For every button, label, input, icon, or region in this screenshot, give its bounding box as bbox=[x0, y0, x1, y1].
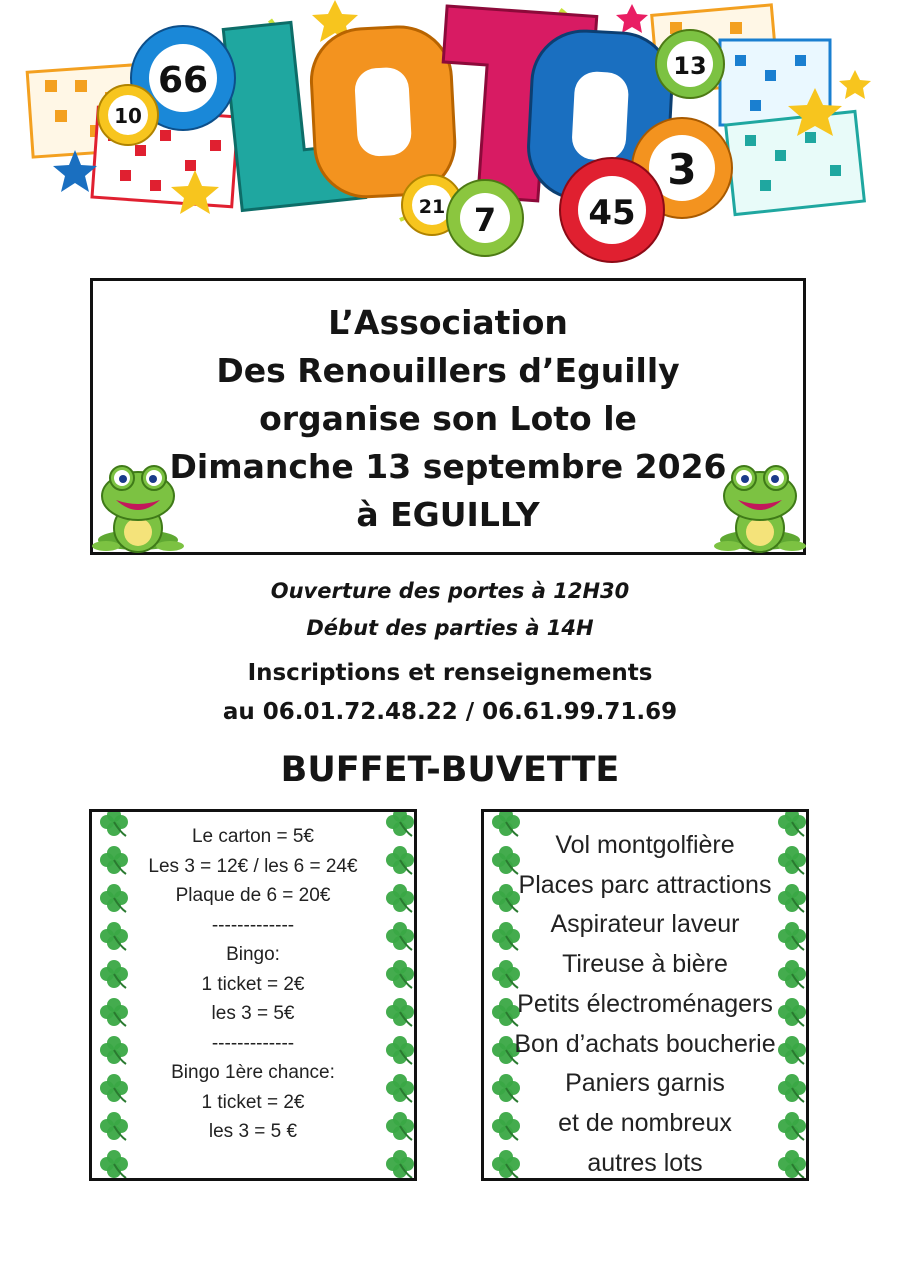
announcement-line: Dimanche 13 septembre 2026 bbox=[169, 447, 727, 486]
svg-text:66: 66 bbox=[157, 60, 209, 101]
ball-10 bbox=[98, 85, 158, 145]
prize-line: Petits électroménagers bbox=[517, 989, 773, 1018]
svg-text:3: 3 bbox=[667, 145, 697, 194]
ball-7 bbox=[447, 180, 523, 256]
announcement-line: L’Association bbox=[328, 303, 568, 342]
announcement-box bbox=[90, 278, 806, 555]
frog-icon bbox=[88, 458, 188, 558]
prize-line: autres lots bbox=[587, 1148, 703, 1177]
doors-opening: Ouverture des portes à 12H30 bbox=[270, 579, 630, 603]
phone-numbers: au 06.01.72.48.22 / 06.61.99.71.69 bbox=[222, 699, 678, 725]
price-line: 1 ticket = 2€ bbox=[201, 973, 305, 995]
registration-label: Inscriptions et renseignements bbox=[247, 660, 653, 686]
svg-text:45: 45 bbox=[588, 193, 636, 233]
frog-icon bbox=[710, 458, 810, 558]
price-line: les 3 = 5 € bbox=[208, 1121, 298, 1142]
price-line: Les 3 = 12€ / les 6 = 24€ bbox=[148, 855, 358, 877]
announcement-line: Des Renouillers d’Eguilly bbox=[216, 351, 680, 390]
prize-line: Bon d’achats boucherie bbox=[514, 1029, 776, 1058]
price-line: Bingo 1ère chance: bbox=[171, 1062, 335, 1083]
prize-list bbox=[484, 826, 806, 1181]
announcement-text bbox=[93, 299, 803, 539]
separator: ------------- bbox=[211, 1032, 295, 1054]
prize-line: Aspirateur laveur bbox=[550, 910, 740, 939]
price-line: les 3 = 5€ bbox=[211, 1003, 295, 1024]
separator: ------------- bbox=[211, 914, 295, 936]
price-box bbox=[89, 809, 417, 1181]
prize-box bbox=[481, 809, 809, 1181]
price-list bbox=[92, 822, 414, 1147]
buffet-heading: BUFFET-BUVETTE bbox=[280, 750, 620, 790]
ball-45 bbox=[560, 158, 664, 262]
loto-banner bbox=[0, 0, 900, 270]
svg-text:7: 7 bbox=[473, 201, 497, 239]
prize-line: Tireuse à bière bbox=[562, 950, 728, 979]
prize-line: Vol montgolfière bbox=[555, 831, 735, 859]
price-line: 1 ticket = 2€ bbox=[201, 1091, 305, 1113]
prize-line: et de nombreux bbox=[558, 1108, 732, 1137]
svg-text:13: 13 bbox=[673, 52, 707, 80]
announcement-line: organise son Loto le bbox=[259, 399, 637, 438]
price-line: Bingo: bbox=[226, 944, 280, 965]
svg-text:21: 21 bbox=[418, 196, 446, 218]
ball-13 bbox=[656, 30, 724, 98]
prize-line: Paniers garnis bbox=[565, 1069, 725, 1098]
prize-line: Places parc attractions bbox=[518, 870, 772, 899]
price-line: Le carton = 5€ bbox=[191, 826, 314, 847]
price-line: Plaque de 6 = 20€ bbox=[175, 885, 331, 906]
svg-text:10: 10 bbox=[114, 104, 142, 128]
games-start: Début des parties à 14H bbox=[306, 616, 594, 640]
announcement-line: à EGUILLY bbox=[356, 495, 540, 534]
